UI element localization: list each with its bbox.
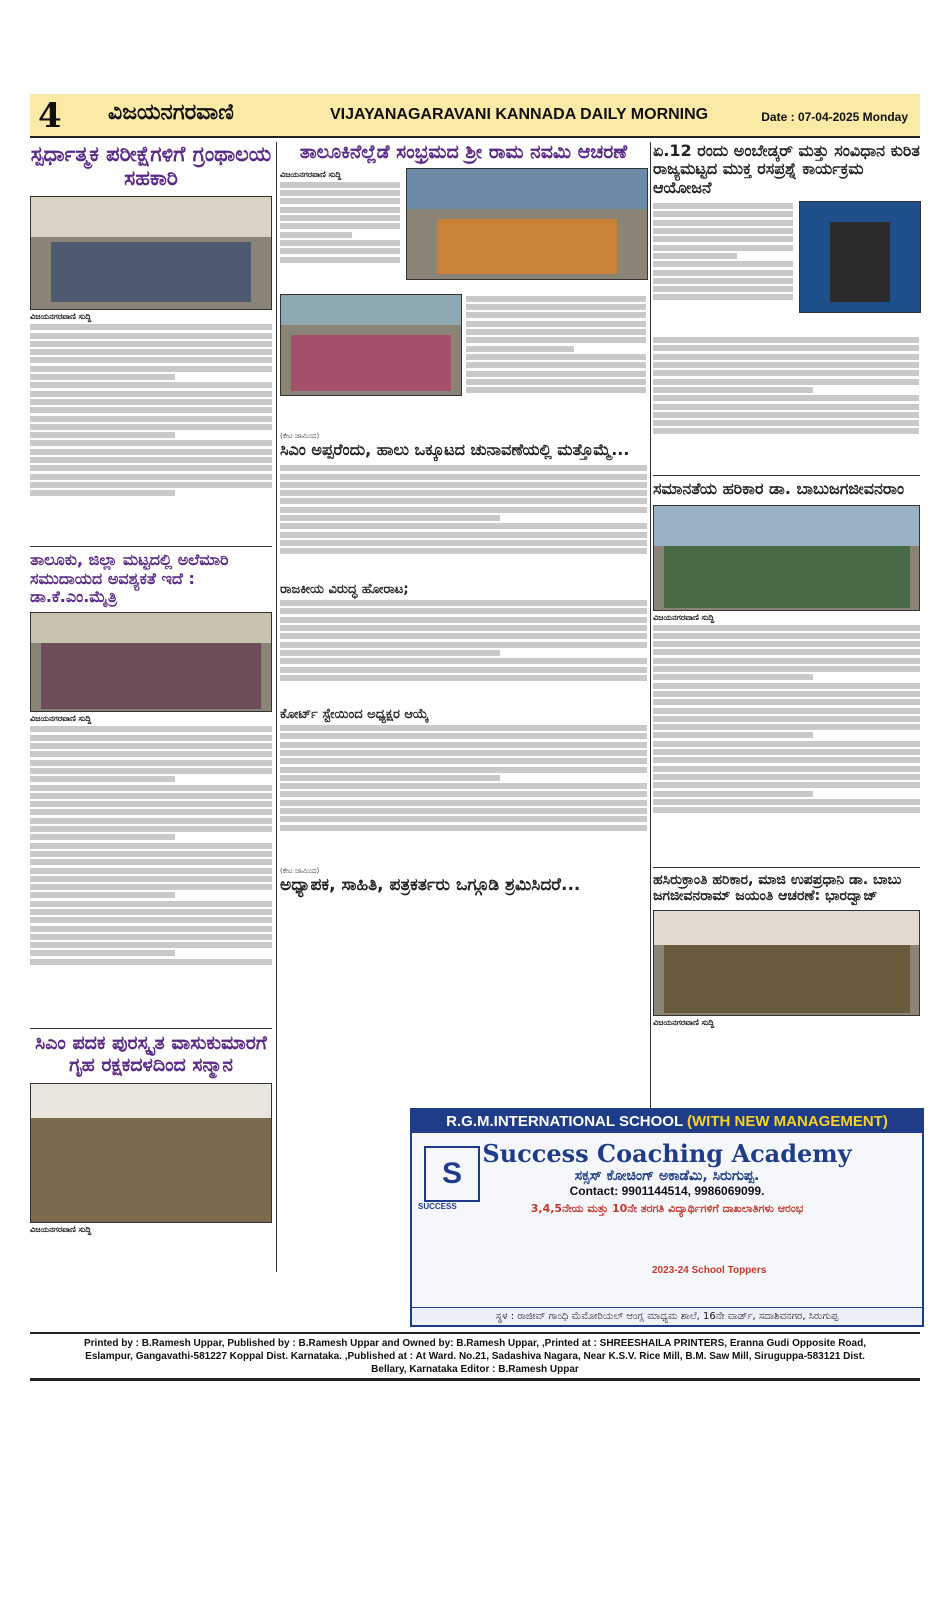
article-text-block [466,294,646,424]
article-text-block [30,322,272,542]
headline-teachers-writers: ಅಧ್ಯಾಪಕ, ಸಾಹಿತಿ, ಪತ್ರಕರ್ತರು ಒಗ್ಗೂಡಿ ಶ್ರಮಿಸಿದರೆ... [280,875,581,896]
masthead-title-english: VIJAYANAGARAVANI KANNADA DAILY MORNING [330,106,709,123]
ram-navami-block [280,168,647,428]
imprint-line: Printed by : B.Ramesh Uppar, Published by : B.Ramesh Uppar and Owned by: B.Ramesh Uppar, ,Printed at : SHREESHAILA PRINTERS, Eranna Gudi Opposite Road, [84,1338,866,1349]
page-number: 4 [38,96,62,136]
masthead [30,94,920,138]
photo-temple-ceremony [406,168,648,280]
photo-caption: ವಿಜಯನಗರವಾಣಿ ಸುದ್ದಿ [30,714,92,724]
ram-navami-text [280,168,400,290]
subhead-court-stay: ಕೋರ್ಟ್ ಸ್ಟೇಯಿಂದ ಅಧ್ಯಕ್ಷರ ಆಯ್ಕೆ [280,707,429,723]
ad-title-kannada: ಸಕ್ಸಸ್ ಕೋಚಿಂಗ್ ಅಕಾಡೆಮಿ, ಸಿರುಗುಪ್ಪ. [574,1168,760,1184]
ad-title: Success Coaching Academy [482,1139,852,1168]
photo-jayanti-celebration [653,910,920,1016]
ad-school-name: R.G.M.INTERNATIONAL SCHOOL [446,1113,683,1130]
column-left [30,142,272,1235]
ad-contact: Contact: 9901144514, 9986069099. [569,1184,765,1198]
article-text-block [653,201,793,331]
article-text-block [280,723,647,863]
subhead-political-fight: ರಾಜಕೀಯ ವಿರುದ್ಧ ಹೋರಾಟ; [280,582,409,598]
headline-home-guards: ಸಿಎಂ ಪದಕ ಪುರಸ್ಕೃತ ವಾಸುಕುಮಾರಗೆ ಗೃಹ ರಕ್ಷಕದಳದಿಂದ ಸನ್ಮಾನ [35,1032,267,1077]
advertisement-coaching-academy[interactable] [410,1108,924,1327]
ad-toppers-label: 2023-24 School Toppers [652,1265,767,1276]
newspaper-page [30,94,920,1322]
masthead-date: Date : 07-04-2025 Monday [761,110,908,124]
photo-home-guards-felicitation [30,1083,272,1223]
article-text-block [30,724,272,1024]
headline-jagjivan-ram: ಸಮಾನತೆಯ ಹರಿಕಾರ ಡಾ. ಬಾಬುಜಗಜೀವನರಾಂ [653,479,905,499]
imprint-footer [30,1332,920,1376]
ad-address: ಸ್ಥಳ : ರಾಜೀವ್ ಗಾಂಧಿ ಮೆಮೋರಿಯಲ್ ಆಂಗ್ಲ ಮಾಧ್ಯಮ ಶಾಲೆ, 16ನೇ ವಾರ್ಡ್, ಸದಾಶಿವನಗರ, ಸಿರುಗುಪ್ಪ [412,1307,922,1325]
divider [653,475,920,476]
divider [653,867,920,868]
photo-caption: ವಿಜಯನಗರವಾಣಿ ಸುದ್ದಿ [280,169,342,179]
photo-women-group [280,294,462,396]
headline-ram-navami: ತಾಲೂಕಿನೆಲ್ಲೆಡೆ ಸಂಭ್ರಮದ ಶ್ರೀ ರಾಮ ನವಮಿ ಆಚರಣೆ [299,141,628,163]
article-text-block [280,463,647,583]
photo-caption: ವಿಜಯನಗರವಾಣಿ ಸುದ್ದಿ [30,312,92,322]
ad-school-tag: (WITH NEW MANAGEMENT) [687,1113,888,1130]
imprint-line: Eslampur, Gangavathi-581227 Koppal Dist. Karnataka. ,Published at : At Ward. No.21, Sadashiva Nagara, Near K.S.V. Rice Mill, B.M. Saw Mill, Siruguppa-583121 Dist. [85,1351,865,1362]
imprint-line: Bellary, Karnataka Editor : B.Ramesh Uppar [371,1364,579,1375]
headline-nomadic-community: ತಾಲೂಕು, ಜಿಲ್ಲಾ ಮಟ್ಟದಲ್ಲಿ ಅಲೆಮಾರಿ ಸಮುದಾಯದ ಅವಶ್ಯಕತೆ ಇದೆ : ಡಾ.ಕೆ.ಎಂ.ಮೈತ್ರಿ [30,550,229,607]
ambedkar-block [653,201,920,471]
section-tag: (ಕೇಟ ಜಾಮಿಂದ) [280,867,320,876]
headline-ambedkar-quiz: ಏ.12 ರಂದು ಅಂಬೇಡ್ಕರ್ ಮತ್ತು ಸಂವಿಧಾನ ಕುರಿತ ರಾಜ್ಯಮಟ್ಟದ ಮುಕ್ತ ರಸಪ್ರಶ್ನೆ ಕಾರ್ಯಕ್ರಮ ಆಯೋಜನೆ [653,141,920,197]
article-text-block [280,598,647,708]
masthead-title-kannada: ವಿಜಯನಗರವಾಣಿ [108,100,234,125]
column-middle [280,142,647,896]
column-right [653,142,920,1028]
ad-admission: 3,4,5ನೇಯ ಮತ್ತು 10ನೇ ತರಗತಿ ವಿದ್ಯಾರ್ಥಿಗಳಿಗೆ ದಾಖಲಾತಿಗಳು ಆರಂಭ [530,1202,804,1215]
column-divider [650,142,651,1272]
article-text-block [280,180,400,290]
divider [30,1028,272,1029]
article-text-block [653,623,920,863]
headline-milk-union-election: ಸಿಎಂ ಅಪ್ಪರೆಂದು, ಹಾಲು ಒಕ್ಕೂಟದ ಚುನಾವಣೆಯಲ್ಲಿ ಮತ್ತೊಮ್ಮೆ... [280,439,630,459]
photo-library-meeting [30,196,272,310]
success-logo-icon: S [424,1146,480,1202]
ad-school-banner [412,1110,922,1133]
photo-caption: ವಿಜಯನಗರವಾಣಿ ಸುದ್ದಿ [30,1225,92,1235]
column-divider [276,142,277,1272]
photo-caption: ವಿಜಯನಗರವಾಣಿ ಸುದ್ದಿ [653,1017,715,1027]
ad-logo-text: SUCCESS [418,1202,457,1211]
photo-community-meeting [30,612,272,712]
photo-jayanti-tribute [653,505,920,611]
footer-rule [30,1378,920,1381]
article-text-block [653,335,919,465]
headline-library: ಸ್ಪರ್ಧಾತ್ಮಕ ಪರೀಕ್ಷೆಗಳಿಗೆ ಗ್ರಂಥಾಲಯ ಸಹಕಾರಿ [30,142,272,191]
photo-ambedkar-portrait [799,201,921,313]
divider [30,546,272,547]
section-tag: (ಕೇಟ ಜಾಮಿಂದ) [280,431,320,440]
headline-green-revolution: ಹಸಿರುಕ್ರಾಂತಿ ಹರಿಕಾರ, ಮಾಜಿ ಉಪಪ್ರಧಾನಿ ಡಾ. ಬಾಬು ಜಗಜೀವನರಾಮ್ ಜಯಂತಿ ಆಚರಣೆ: ಭಾರದ್ವಾಜ್ [653,871,902,904]
photo-caption: ವಿಜಯನಗರವಾಣಿ ಸುದ್ದಿ [653,612,715,622]
